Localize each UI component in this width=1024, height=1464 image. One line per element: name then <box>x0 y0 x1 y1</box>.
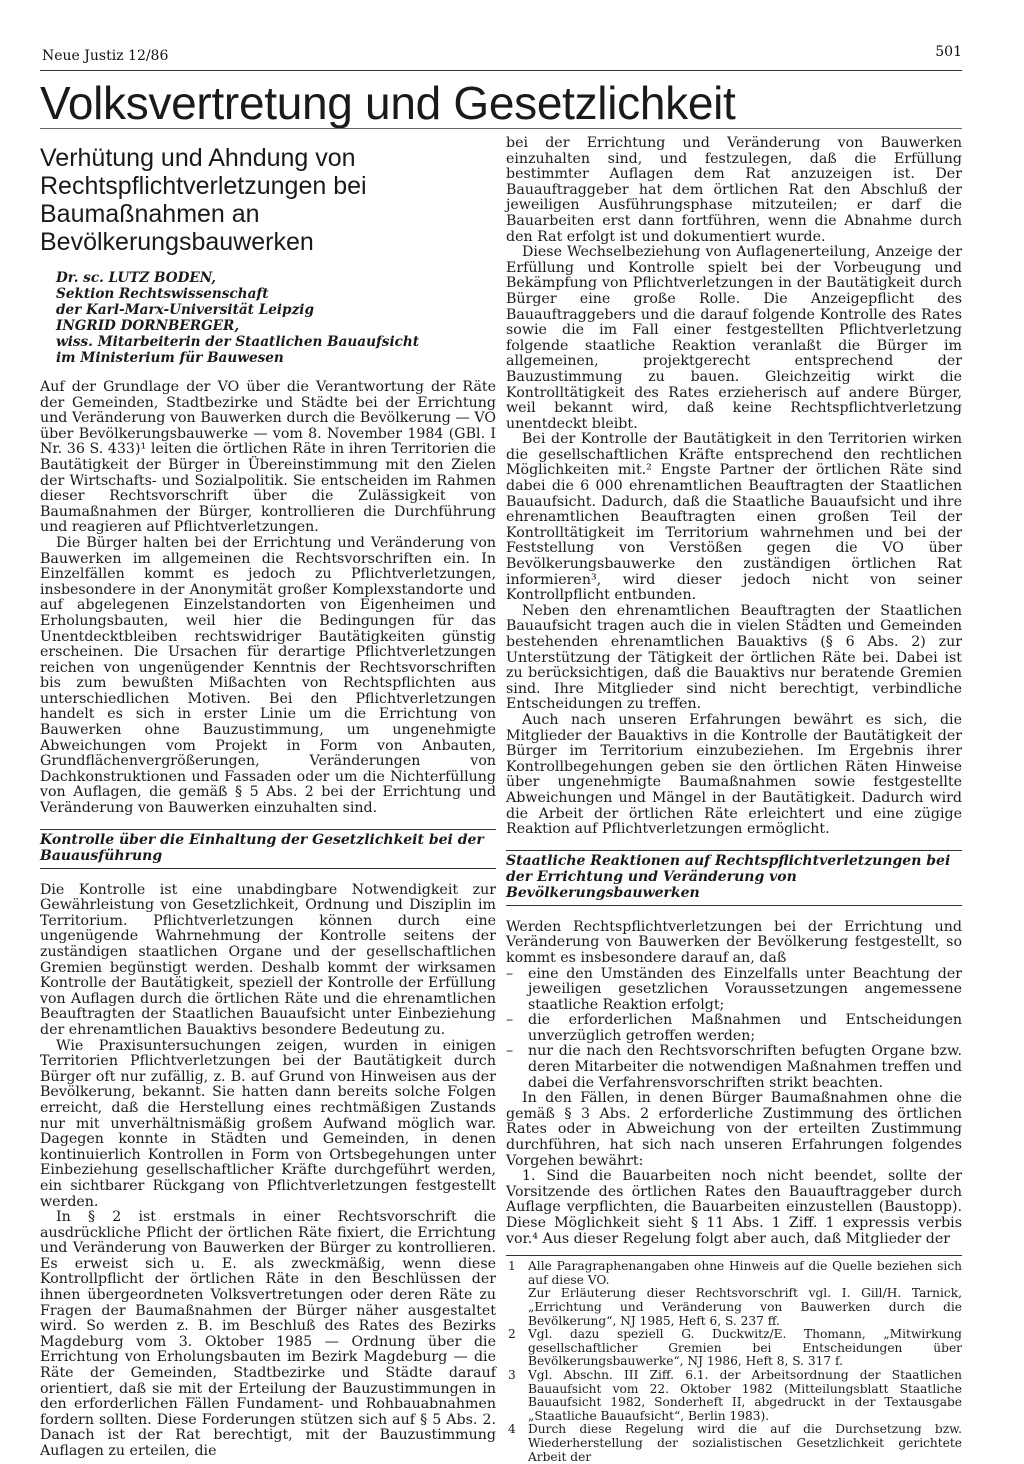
list-item-text: eine den Umständen des Einzelfalls unter Beachtung der jeweiligen gesetzlichen Voraussetzungen angemessene staatliche Reaktion erfolgt; <box>528 965 962 1013</box>
list-item: – nur die nach den Rechtsvorschriften befugten Organe bzw. deren Mitarbeiter die notwendigen Maßnahmen treffen und dabei die Verfahrensvorschriften strikt beachten. <box>506 1043 962 1091</box>
body-paragraph: In § 2 ist erstmals in einer Rechtsvorschrift die ausdrückliche Pflicht der örtlichen Räte fixiert, die Errichtung und Veränderung von Bauwerken der Bürger zu kontrollieren. Es erweist sich u. E. als zweckmäßig, wenn diese Kontrollpflicht der örtlichen Räte in den Beschlüssen der ihnen übergeordneten Volksvertretungen oder deren Räte zu Fragen der Baumaßnahmen der Bürger näher ausgestaltet wird. So werden z. B. im Beschluß des Rates des Bezirks Magdeburg vom 3. Oktober 1985 — Ordnung über die Errichtung von Erholungsbauten im Bezirk Magdeburg — die Räte der Gemeinden, Stadtbezirke und Städte darauf orientiert, daß sie mit der Erteilung der Bauzustimmungen in den erforderlichen Fällen Fundament- und Rohbauabnahmen fordern sollten. Diese Forderungen stützen sich auf § 5 Abs. 2. Danach ist der Rat berechtigt, mit der Bauzustimmung Auflagen zu erteilen, die <box>40 1209 496 1459</box>
journal-issue: Neue Justiz 12/86 <box>42 48 169 64</box>
footnote-number: 1 <box>508 1259 516 1274</box>
footnote-number: 3 <box>508 1367 516 1382</box>
footnote-text: Zur Erläuterung dieser Rechtsvorschrift vgl. I. Gill/H. Tarnick, „Errichtung und Veränderung von Bauwerken durch die Bevölkerung“, NJ 1985, Heft 6, S. 237 ff. <box>528 1286 962 1328</box>
body-paragraph: bei der Errichtung und Veränderung von Bauwerken einzuhalten sind, und festzulegen, daß die Erfüllung bestimmter Auflagen dem Rat anzuzeigen ist. Der Bauauftraggeber hat dem örtlichen Rat den Abschluß der jeweiligen Ausführungsphase mitzuteilen; er darf die Bauarbeiten erst dann fortführen, wenn die Abnahme durch den Rat erfolgt ist und dokumentiert wurde. <box>506 135 962 245</box>
author-affiliation: der Karl-Marx-Universität Leipzig <box>56 302 314 318</box>
footnote <box>506 1328 962 1369</box>
header-rule <box>40 70 962 71</box>
body-paragraph: Auf der Grundlage der VO über die Verantwortung der Räte der Gemeinden, Stadtbezirke und Städte bei der Errichtung und Veränderung von Bauwerken durch die Bevölkerung — VO über Bevölkerungsbauwerke — vom 8. November 1984 (GBl. I Nr. 36 S. 433)¹ leiten die örtlichen Räte in ihren Territorien die Bautätigkeit der Bürger in Übereinstimmung mit den Zielen der Wirtschafts- und Sozialpolitik. Sie entscheiden im Rahmen dieser Rechtsvorschrift über die Zulässigkeit von Baumaßnahmen der Bürger, kontrollieren die Durchführung und reagieren auf Pflichtverletzungen. <box>40 379 496 536</box>
body-paragraph: 1. Sind die Bauarbeiten noch nicht beendet, sollte der Vorsitzende des örtlichen Rates den Bauauftraggeber durch Auflage verpflichten, die Bauarbeiten einzustellen (Baustopp). Diese Möglichkeit sieht § 11 Abs. 1 Ziff. 1 expressis verbis vor.⁴ Aus dieser Regelung folgt aber auch, daß Mitglieder der <box>506 1168 962 1247</box>
section-title: Volksvertretung und Gesetzlichkeit <box>40 77 736 129</box>
body-paragraph: Neben den ehrenamtlichen Beauftragten der Staatlichen Bauaufsicht tragen auch die in vielen Städten und Gemeinden bestehenden ehrenamtlichen Bauaktivs (§ 6 Abs. 2) zur Unterstützung der Tätigkeit der örtlichen Räte bei. Dabei ist zu berücksichtigen, daß die Bauaktivs nur beratende Gremien sind. Ihre Mitglieder sind nicht berechtigt, verbindliche Entscheidungen zu treffen. <box>506 602 962 713</box>
footnote <box>506 1423 962 1464</box>
author-block <box>56 270 496 366</box>
author-affiliation: Sektion Rechtswissenschaft <box>56 286 269 302</box>
body-paragraph: Wie Praxisuntersuchungen zeigen, wurden in einigen Territorien Pflichtverletzungen bei der Bautätigkeit durch Bürger oft nur zufällig, z. B. auf Grund von Hinweisen aus der Bevölkerung, bekannt. Sie hatten dann bereits solche Folgen erreicht, daß die Herstellung eines rechtmäßigen Zustands nur mit unverhältnismäßig großem Aufwand möglich war. Dagegen konnte in Städten und Gemeinden, in denen kontinuierlich Kontrollen in Form von Ortsbegehungen unter Einbeziehung gesellschaftlicher Kräfte durchgeführt werden, ein sichtbarer Rückgang von Pflichtverletzungen festgestellt werden. <box>40 1037 496 1210</box>
footnote-number: 2 <box>508 1327 516 1342</box>
reaktion-list <box>506 967 962 1092</box>
list-item-text: nur die nach den Rechtsvorschriften befugten Organe bzw. deren Mitarbeiter die notwendigen Maßnahmen treffen und dabei die Verfahrensvorschriften strikt beachten. <box>528 1043 962 1091</box>
body-paragraph: Werden Rechtspflichtverletzungen bei der Errichtung und Veränderung von Bauwerken der Bevölkerung festgestellt, so kommt es insbesondere darauf an, daß <box>506 918 962 966</box>
left-column <box>40 136 496 1460</box>
footnote-text: Vgl. dazu speziell G. Duckwitz/E. Thomann, „Mitwirkung gesellschaftlicher Gremien bei Entscheidungen über Bevölkerungsbauwerke“, NJ 1986, Heft 8, S. 317 f. <box>528 1327 962 1369</box>
page-header <box>40 34 962 64</box>
footnote <box>506 1369 962 1423</box>
body-paragraph: In den Fällen, in denen Bürger Baumaßnahmen ohne die gemäß § 3 Abs. 2 erforderliche Zustimmung des örtlichen Rates oder in Abweichung von der erteilten Zustimmung durchführen, hat sich nach unseren Erfahrungen folgendes Vorgehen bewährt: <box>506 1090 962 1169</box>
body-paragraph: Bei der Kontrolle der Bautätigkeit in den Territorien wirken die gesellschaftlichen Kräfte entsprechend den rechtlichen Möglichkeiten mit.² Engste Partner der örtlichen Räte sind dabei die 6 000 ehrenamtlichen Beauftragten der Staatlichen Bauaufsicht. Dadurch, daß die Staatliche Bauaufsicht und ihre ehrenamtlichen Beauftragten einen großen Teil der Kontrolltätigkeit im Territorium wahrnehmen und bei der Feststellung von Verstößen gegen die VO über Bevölkerungsbauwerke den zuständigen örtlichen Rat informieren³, wird dieser jedoch nicht von seiner Kontrollpflicht entbunden. <box>506 431 962 604</box>
list-item: – die erforderlichen Maßnahmen und Entscheidungen unverzüglich getroffen werden; <box>506 1012 962 1044</box>
footnote-text: Alle Paragraphenangaben ohne Hinweis auf die Quelle beziehen sich auf diese VO. <box>528 1259 962 1287</box>
body-paragraph: Die Bürger halten bei der Errichtung und Veränderung von Bauwerken im allgemeinen die Rechtsvorschriften ein. In Einzelfällen kommt es jedoch zu Pflichtverletzungen, insbesondere in der Anonymität großer Komplexstandorte und auf abgelegenen Einzelstandorten von Eigenheimen und Erholungsbauten, weil hier die Bedingungen für das Unentdecktbleiben rechtswidriger Bautätigkeiten günstig erscheinen. Die Ursachen für derartige Pflichtverletzungen reichen von ungenügender Kenntnis der Rechtsvorschriften bis zum bewußten Mißachten von Rechtspflichten aus unterschiedlichen Motiven. Bei den Pflichtverletzungen handelt es sich in erster Linie um die Errichtung von Bauwerken ohne Bauzustimmung, um ungenehmigte Abweichungen vom Projekt in Form von Anbauten, Grundflächenvergrößerungen, Veränderungen von Dachkonstruktionen und Fassaden oder um die Nichterfüllung von Auflagen, die gemäß § 5 Abs. 2 bei der Errichtung und Veränderung von Bauwerken einzuhalten sind. <box>40 534 496 817</box>
footnote <box>506 1260 962 1328</box>
subheading-reaktionen: Staatliche Reaktionen auf Rechtspflichtverletzungen bei der Errichtung und Veränderung von Bevölkerungsbauwerken <box>506 850 962 906</box>
body-paragraph: Diese Wechselbeziehung von Auflagenerteilung, Anzeige der Erfüllung und Kontrolle spielt bei der Vorbeugung und Bekämpfung von Pflichtverletzungen in der Bautätigkeit durch Bürger eine große Rolle. Die Anzeigepflicht des Bauauftraggebers und die darauf folgende Kontrolle des Rates sowie die im Fall einer festgestellten Pflichtverletzung folgende staatliche Reaktion veranlaßt die Bürger im allgemeinen, projektgerecht entsprechend der Bauzustimmung zu bauen. Gleichzeitig wirkt die Kontrolltätigkeit des Rates erzieherisch auf andere Bürger, weil bekannt wird, daß keine Rechtspflichtverletzung unentdeckt bleibt. <box>506 244 962 432</box>
footnote-number: 4 <box>508 1422 516 1437</box>
list-item: – eine den Umständen des Einzelfalls unter Beachtung der jeweiligen gesetzlichen Voraussetzungen angemessene staatliche Reaktion erfolgt; <box>506 965 962 1013</box>
author-affiliation: wiss. Mitarbeiterin der Staatlichen Bauaufsicht <box>56 334 420 350</box>
subheading-kontrolle: Kontrolle über die Einhaltung der Gesetzlichkeit bei der Bauausführung <box>40 829 496 869</box>
page-number: 501 <box>935 44 962 60</box>
body-paragraph: Die Kontrolle ist eine unabdingbare Notwendigkeit zur Gewährleistung von Gesetzlichkeit, Ordnung und Disziplin im Territorium. Pflichtverletzungen können durch eine ungenügende Wahrnehmung der Kontrolle seitens der zuständigen staatlichen Organe und der gesellschaftlichen Gremien begünstigt werden. Deshalb kommt der wirksamen Kontrolle der Bautätigkeit, speziell der Kontrolle der Erfüllung von Auflagen durch die örtlichen Räte und die ehrenamtlichen Beauftragten der Staatlichen Bauaufsicht unter Einbeziehung der ehrenamtlichen Bauaktivs besondere Bedeutung zu. <box>40 881 496 1038</box>
right-column <box>506 136 962 1464</box>
footnote-text: Vgl. Abschn. III Ziff. 6.1. der Arbeitsordnung der Staatlichen Bauaufsicht vom 22. Oktober 1982 (Mitteilungsblatt Staatliche Bauaufsicht 1982, Sonderheft II, abgedruckt in der Textausgabe „Staatliche Bauaufsicht“, Berlin 1983). <box>528 1367 962 1423</box>
article-title: Verhütung und Ahndung von Rechtspflichtverletzungen bei Baumaßnahmen an Bevölkerungsbauwerken <box>40 144 367 256</box>
body-paragraph: Auch nach unseren Erfahrungen bewährt es sich, die Mitglieder der Bauaktivs in die Kontrolle der Bautätigkeit der Bürger im Territorium einzubeziehen. Im Ergebnis ihrer Kontrollbegehungen geben sie den örtlichen Räten Hinweise über ungenehmigte Baumaßnahmen sowie festgestellte Abweichungen und Mängel in der Bautätigkeit. Dadurch wird die Arbeit der örtlichen Räte erleichtert und eine zügige Reaktion auf Pflichtverletzungen ermöglicht. <box>506 711 962 838</box>
section-title-rule <box>40 128 962 129</box>
author-name: Dr. sc. LUTZ BODEN, <box>56 270 217 286</box>
author-name: INGRID DORNBERGER, <box>56 318 240 334</box>
list-item-text: die erforderlichen Maßnahmen und Entscheidungen unverzüglich getroffen werden; <box>528 1012 962 1044</box>
footnote-text: Durch diese Regelung wird die auf die Durchsetzung bzw. Wiederherstellung der sozialistischen Gesetzlichkeit gerichtete Arbeit der <box>528 1422 962 1464</box>
author-affiliation: im Ministerium für Bauwesen <box>56 350 284 366</box>
footnotes <box>506 1255 962 1464</box>
